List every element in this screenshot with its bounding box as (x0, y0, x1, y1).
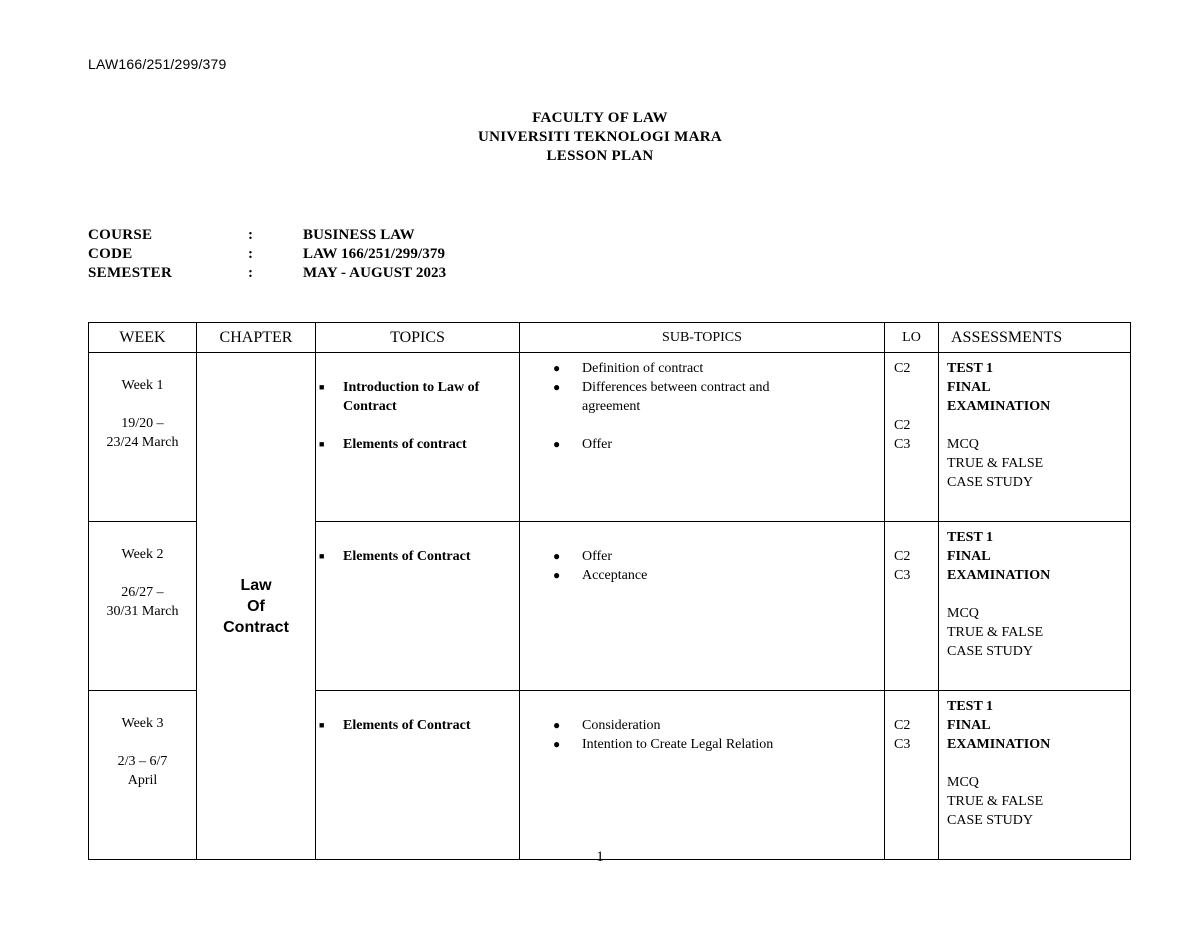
assessment-item: FINAL (947, 718, 991, 733)
week-cell (89, 522, 197, 691)
bullet-icon: ● (553, 380, 561, 394)
bullet-icon: ● (553, 437, 561, 451)
chapter-name: Law (240, 576, 272, 594)
table-row (89, 353, 1131, 522)
header-chapter: CHAPTER (197, 323, 316, 353)
week-date: 23/24 March (106, 435, 179, 450)
week-label: Week 2 (121, 547, 164, 562)
course-row (88, 226, 446, 245)
week-date: April (127, 773, 158, 788)
lo-value: C2 (894, 549, 911, 564)
code-row (88, 245, 446, 264)
assessment-item: CASE STUDY (947, 813, 1033, 828)
semester-colon: : (248, 265, 253, 281)
assessment-item: EXAMINATION (947, 737, 1051, 752)
lo-value: C2 (894, 718, 911, 733)
topic-text: Elements of Contract (343, 718, 471, 733)
topic-text: Introduction to Law of (343, 380, 480, 395)
lo-value: C3 (894, 568, 911, 583)
week-label: Week 1 (121, 378, 164, 393)
lesson-plan-title: LESSON PLAN (546, 148, 654, 164)
topics-cell (316, 522, 520, 691)
subtopic-text: Offer (582, 549, 613, 564)
subtopic-text: Intention to Create Legal Relation (582, 737, 774, 752)
running-header: LAW166/251/299/379 (88, 56, 227, 72)
assessment-item: TRUE & FALSE (947, 794, 1044, 809)
assessment-item: TEST 1 (947, 699, 994, 714)
topics-cell (316, 353, 520, 522)
list-item (553, 735, 880, 754)
course-colon: : (248, 227, 253, 243)
list-item (553, 378, 880, 416)
assessments-cell (939, 353, 1131, 522)
lo-value: C3 (894, 737, 911, 752)
lo-value: C2 (894, 418, 911, 433)
assessment-item: MCQ (947, 775, 979, 790)
topic-text: Contract (343, 399, 397, 414)
assessment-item: TRUE & FALSE (947, 625, 1044, 640)
assessment-item: FINAL (947, 549, 991, 564)
bullet-icon: ● (553, 361, 561, 375)
subtopic-text: Differences between contract and (582, 380, 770, 395)
code-colon: : (248, 246, 253, 262)
list-item (553, 547, 880, 566)
topic-text: Elements of Contract (343, 549, 471, 564)
list-item (319, 716, 505, 735)
assessments-cell (939, 691, 1131, 860)
subtopic-text: Consideration (582, 718, 661, 733)
assessments-cell (939, 522, 1131, 691)
list-item (553, 716, 880, 735)
semester-label: SEMESTER (88, 265, 173, 281)
assessment-item: TEST 1 (947, 361, 994, 376)
chapter-name: Of (247, 597, 265, 615)
week-cell (89, 353, 197, 522)
course-label: COURSE (88, 227, 153, 243)
course-info (88, 226, 446, 283)
assessment-item: MCQ (947, 606, 979, 621)
chapter-cell (197, 353, 316, 860)
assessment-item: EXAMINATION (947, 399, 1051, 414)
list-item (553, 435, 880, 454)
bullet-icon: ● (553, 718, 561, 732)
week-date: 2/3 – 6/7 (117, 754, 168, 769)
lo-value: C2 (894, 361, 911, 376)
subtopic-text: Offer (582, 437, 613, 452)
lo-cell (885, 522, 939, 691)
week-date: 19/20 – (121, 416, 164, 431)
list-item (553, 359, 880, 378)
week-date: 26/27 – (121, 585, 164, 600)
square-bullet-icon: ■ (319, 551, 325, 561)
document-title (0, 109, 1200, 166)
subtopic-text: Definition of contract (582, 361, 704, 376)
table-header-row (89, 323, 1131, 353)
week-date: 30/31 March (106, 604, 179, 619)
lesson-plan-table (88, 322, 1131, 860)
assessment-item: MCQ (947, 437, 979, 452)
list-item (319, 547, 505, 566)
header-assessments: ASSESSMENTS (939, 323, 1131, 353)
assessment-item: CASE STUDY (947, 644, 1033, 659)
assessment-item: EXAMINATION (947, 568, 1051, 583)
week-label: Week 3 (121, 716, 164, 731)
assessment-item: FINAL (947, 380, 991, 395)
code-value: LAW 166/251/299/379 (303, 246, 446, 262)
header-lo: LO (885, 323, 939, 353)
semester-row (88, 264, 446, 283)
header-week: WEEK (89, 323, 197, 353)
chapter-name: Contract (223, 618, 289, 636)
square-bullet-icon: ■ (319, 439, 325, 449)
topics-cell (316, 691, 520, 860)
header-topics: TOPICS (316, 323, 520, 353)
university-title: UNIVERSITI TEKNOLOGI MARA (478, 129, 722, 145)
bullet-icon: ● (553, 549, 561, 563)
subtopics-cell (520, 522, 885, 691)
header-subtopics: SUB-TOPICS (520, 323, 885, 353)
list-item (319, 378, 505, 416)
page-number: 1 (596, 849, 604, 865)
faculty-title: FACULTY OF LAW (532, 110, 668, 126)
subtopic-text: agreement (582, 399, 641, 414)
semester-value: MAY - AUGUST 2023 (303, 265, 447, 281)
square-bullet-icon: ■ (319, 720, 325, 730)
topic-text: Elements of contract (343, 437, 467, 452)
list-item (553, 566, 880, 585)
lo-cell (885, 691, 939, 860)
week-cell (89, 691, 197, 860)
bullet-icon: ● (553, 737, 561, 751)
assessment-item: CASE STUDY (947, 475, 1033, 490)
subtopics-cell (520, 353, 885, 522)
course-value: BUSINESS LAW (303, 227, 415, 243)
list-item (319, 435, 505, 454)
subtopics-cell (520, 691, 885, 860)
square-bullet-icon: ■ (319, 382, 325, 392)
code-label: CODE (88, 246, 133, 262)
assessment-item: TEST 1 (947, 530, 994, 545)
lo-value: C3 (894, 437, 911, 452)
bullet-icon: ● (553, 568, 561, 582)
assessment-item: TRUE & FALSE (947, 456, 1044, 471)
subtopic-text: Acceptance (582, 568, 648, 583)
lo-cell (885, 353, 939, 522)
